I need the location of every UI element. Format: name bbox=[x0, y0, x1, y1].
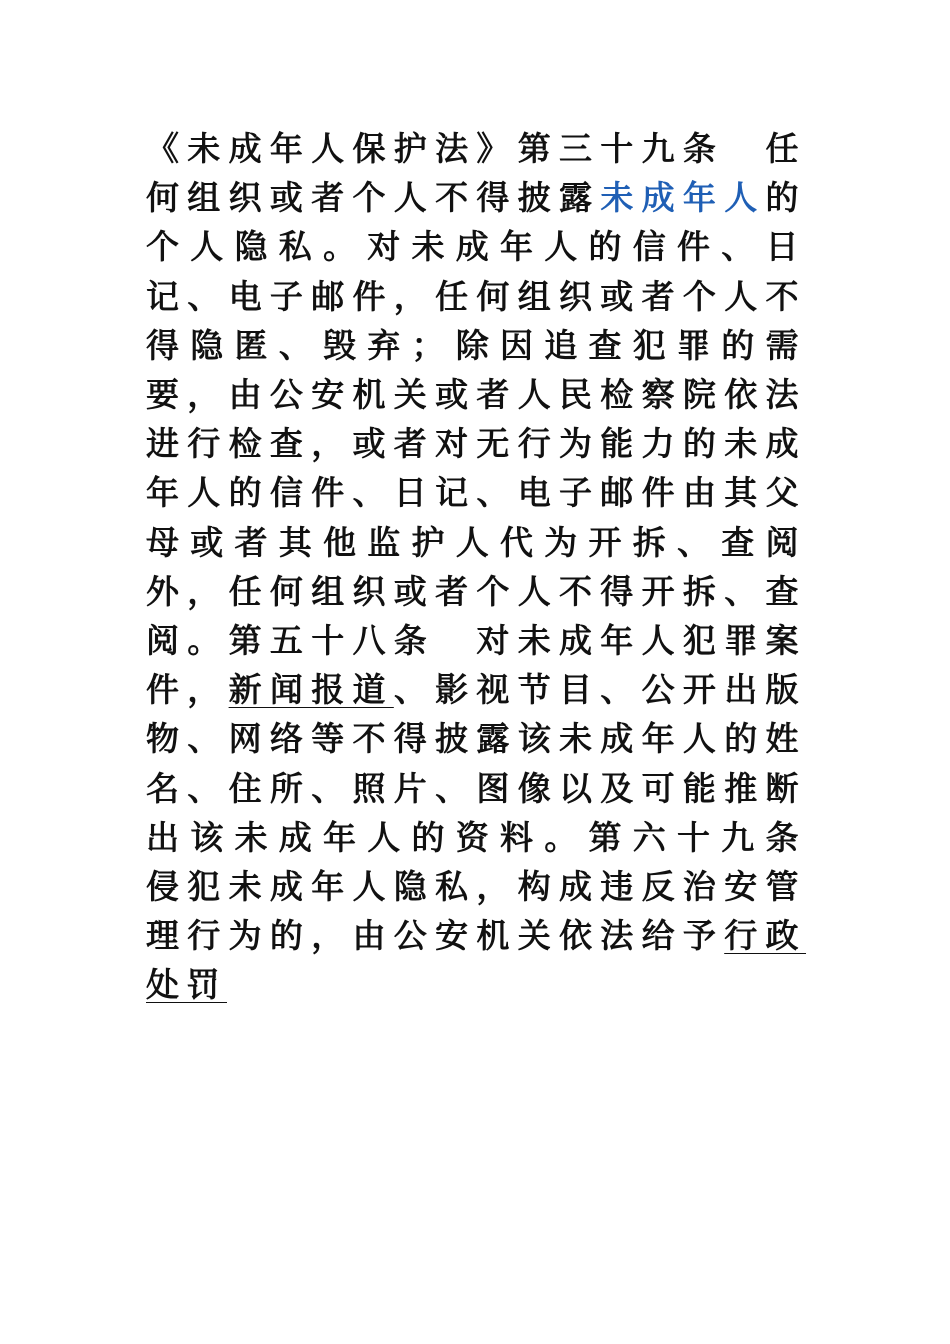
text-segment-article-58-69: 、影视节目、公开出版物、网络等不得披露该未成年人的姓名、住所、照片、图像以及可能推断出该未成年人的资料。第六十九条 侵犯未成年人隐私，构成违反治安管理行为的，由公安机关依法给予 bbox=[146, 670, 847, 956]
underlined-news-report[interactable]: 新闻报道 bbox=[228, 670, 394, 710]
text-segment-article-39-58: 的个人隐私。对未成年人的信件、日记、电子邮件，任何组织或者个人不得隐匿、毁弃；除因追查犯罪的需要，由公安机关或者人民检察院依法进行检查，或者对无行为能力的未成年人的信件、日记、电子邮件由其父母或者其他监护人代为开拆、查阅外，任何组织或者个人不得开拆、查阅。第五十八条 对未成年人犯罪案件， bbox=[146, 178, 807, 710]
underlined-administrative-penalty[interactable]: 行政处罚 bbox=[146, 916, 807, 1005]
law-text-paragraph bbox=[146, 124, 847, 1010]
link-minor[interactable]: 未成年人 bbox=[600, 178, 766, 218]
text-segment-intro: 《未成年人保护法》第三十九条 任何组织或者个人不得披露 bbox=[146, 129, 806, 218]
